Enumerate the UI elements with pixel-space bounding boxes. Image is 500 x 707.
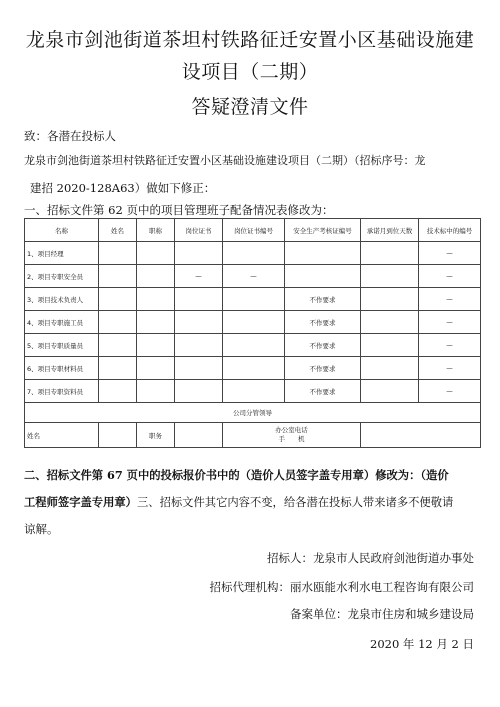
table-row	[25, 311, 481, 334]
item-1: 一、招标文件第 62 页中的项目管理班子配备情况表修改为：	[24, 203, 334, 217]
table-cell	[223, 357, 285, 380]
row-name-cell: 4、项目专职施工员	[25, 311, 99, 334]
table-cell: —	[175, 265, 223, 288]
table-cell	[285, 242, 361, 265]
table-cell	[175, 357, 223, 380]
table-cell: —	[419, 288, 481, 311]
table-cell	[137, 242, 175, 265]
table-cell: —	[419, 357, 481, 380]
table-cell	[361, 334, 419, 357]
table-cell	[137, 357, 175, 380]
table-cell: 不作要求	[285, 311, 361, 334]
table-cell: —	[419, 265, 481, 288]
row-name-cell: 5、项目专职质量员	[25, 334, 99, 357]
table-cell	[137, 311, 175, 334]
table-row	[25, 288, 481, 311]
table-cell	[361, 242, 419, 265]
table-cell: 不作要求	[285, 357, 361, 380]
table-cell	[99, 265, 137, 288]
table-row	[25, 357, 481, 380]
table-cell	[361, 380, 419, 403]
table-cell	[361, 311, 419, 334]
table-cell: 不作要求	[285, 334, 361, 357]
table-row	[25, 380, 481, 403]
item-3-text: 三、招标文件其它内容不变，给各潜在投标人带来诸多不便敬请	[136, 496, 454, 509]
table-cell	[137, 380, 175, 403]
table-cell	[99, 334, 137, 357]
row-name-cell: 6、项目专职材料员	[25, 357, 99, 380]
table-header-row	[25, 219, 481, 242]
table-cell	[175, 380, 223, 403]
table-cell	[99, 311, 137, 334]
table-cell	[361, 423, 481, 448]
header-cell: 承诺月到位天数	[361, 219, 419, 242]
table-cell: —	[419, 311, 481, 334]
title-line-3: 答疑澄清文件	[191, 96, 309, 118]
footer-position-label: 职务	[137, 423, 175, 448]
table-cell	[223, 380, 285, 403]
row-name-cell: 1、项目经理	[25, 242, 99, 265]
table-cell	[285, 265, 361, 288]
salutation: 致：各潜在投标人	[24, 129, 116, 143]
table-cell: —	[419, 334, 481, 357]
table-cell	[223, 288, 285, 311]
date-line: 2020 年 12 月 2 日	[370, 637, 474, 651]
header-cell: 姓名	[99, 219, 137, 242]
row-name-cell: 3、项目技术负责人	[25, 288, 99, 311]
header-cell: 名称	[25, 219, 99, 242]
header-cell: 岗位证书编号	[223, 219, 285, 242]
office-phone-label: 办公室电话	[275, 426, 308, 434]
table-cell	[137, 265, 175, 288]
table-cell	[99, 380, 137, 403]
table-cell	[223, 334, 285, 357]
table-cell	[99, 242, 137, 265]
table-cell	[175, 242, 223, 265]
table-row	[25, 334, 481, 357]
management-team-table	[24, 218, 481, 448]
row-name-cell: 2、项目专职安全员	[25, 265, 99, 288]
filing-line: 备案单位：龙泉市住房和城乡建设局	[290, 607, 474, 621]
item-2-line-1: 二、招标文件第 67 页中的投标报价书中的（造价人员签字盖专用章）修改为：（造价	[24, 468, 449, 482]
table-cell	[361, 288, 419, 311]
table-cell	[175, 334, 223, 357]
table-cell	[361, 265, 419, 288]
table-cell: —	[223, 265, 285, 288]
table-cell: —	[419, 242, 481, 265]
tenderer-line: 招标人：龙泉市人民政府剑池街道办事处	[267, 551, 474, 565]
table-cell: 不作要求	[285, 288, 361, 311]
table-cell	[175, 288, 223, 311]
mobile-label: 手 机	[278, 435, 305, 443]
title-line-2: 设项目（二期）	[181, 61, 319, 83]
footer-contact-cell	[223, 423, 361, 448]
table-cell	[223, 242, 285, 265]
table-cell	[137, 334, 175, 357]
table-cell: —	[419, 380, 481, 403]
header-cell: 职称	[137, 219, 175, 242]
header-cell: 技术标中的编号	[419, 219, 481, 242]
agency-line: 招标代理机构：丽水瓯能水利水电工程咨询有限公司	[209, 580, 474, 594]
table-row	[25, 242, 481, 265]
row-name-cell: 7、项目专职资料员	[25, 380, 99, 403]
intro-line-2: 建招 2020-128A63）做如下修正：	[30, 181, 216, 195]
table-cell	[99, 357, 137, 380]
table-cell	[175, 311, 223, 334]
table-cell	[99, 288, 137, 311]
footer-row	[25, 423, 481, 448]
table-cell	[175, 423, 223, 448]
table-cell: 不作要求	[285, 380, 361, 403]
item-2-line-3: 谅解。	[24, 522, 59, 536]
table-cell	[137, 288, 175, 311]
table-cell	[361, 357, 419, 380]
table-row	[25, 265, 481, 288]
header-cell: 岗位证书	[175, 219, 223, 242]
company-leader-cell: 公司分管领导	[25, 403, 481, 423]
intro-line-1: 龙泉市剑池街道茶坦村铁路征迁安置小区基础设施建设项目（二期）（招标序号：龙	[24, 154, 426, 167]
item-2-bold-part: 工程师签字盖专用章）	[24, 495, 137, 509]
table-cell	[99, 423, 137, 448]
item-2-line-2	[24, 494, 453, 511]
title-line-1: 龙泉市剑池街道茶坦村铁路征迁安置小区基础设施建	[25, 29, 475, 51]
table-cell	[223, 311, 285, 334]
header-cell: 安全生产考核证编号	[285, 219, 361, 242]
company-leader-row	[25, 403, 481, 423]
footer-name-label: 姓名	[25, 423, 99, 448]
